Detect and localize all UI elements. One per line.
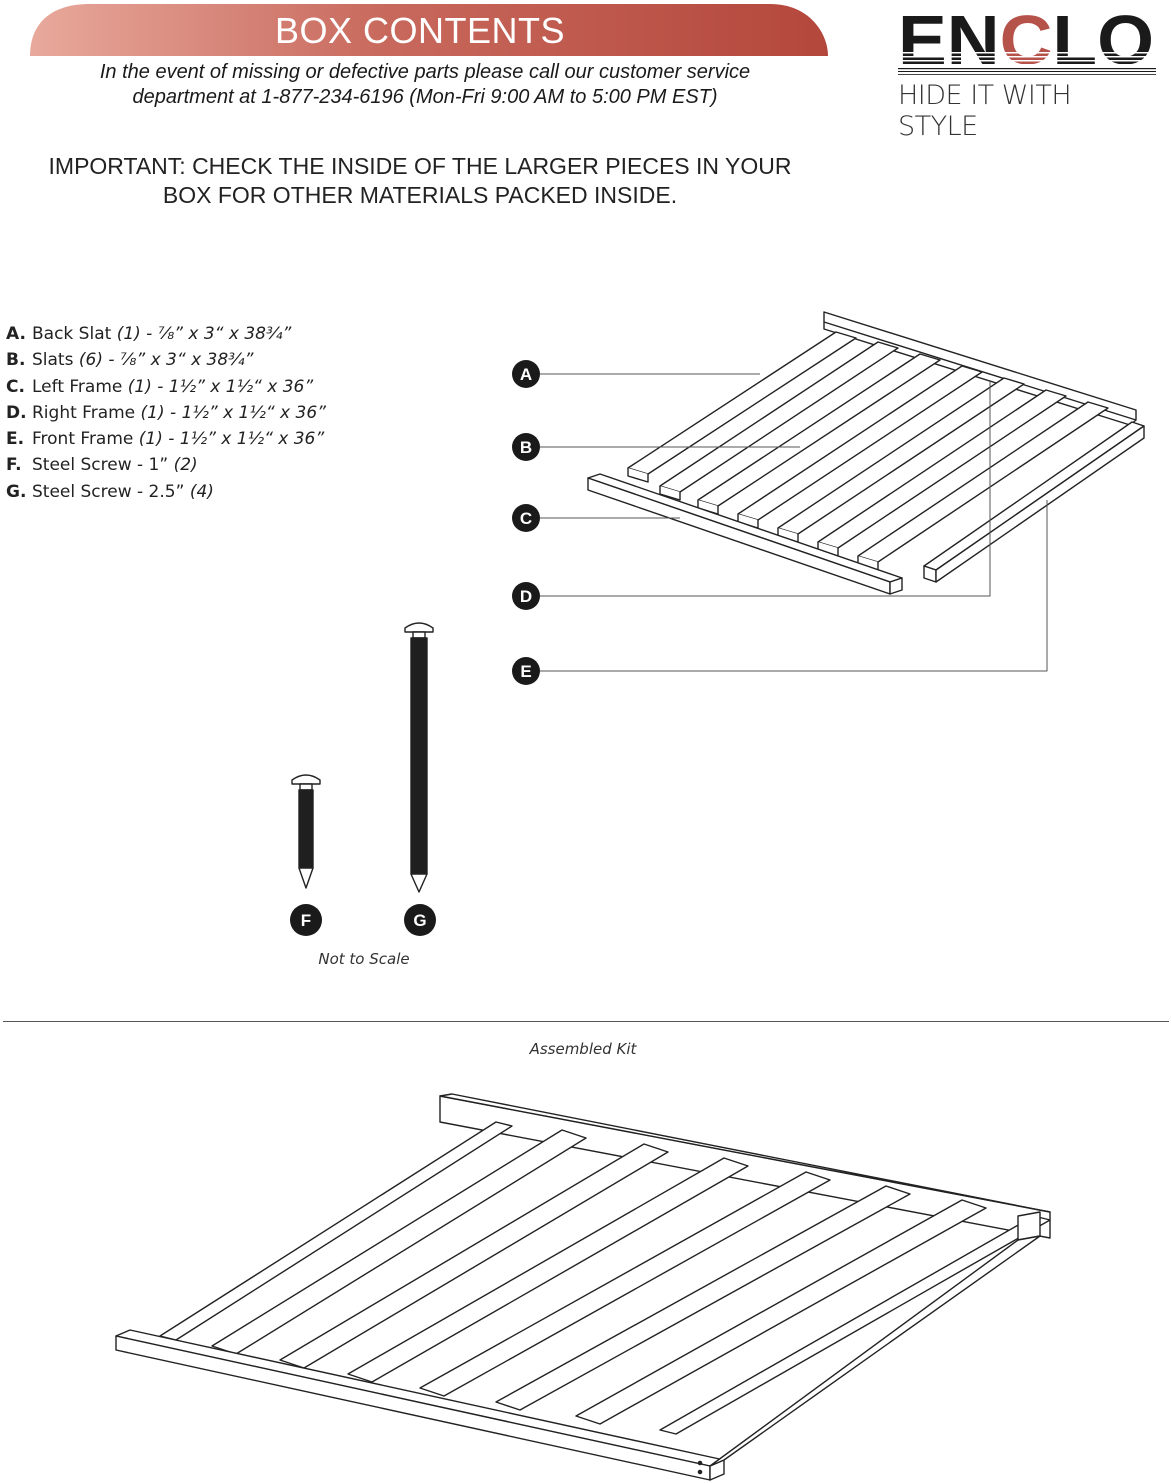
svg-text:B: B: [519, 438, 533, 457]
part-name: Back Slat: [32, 324, 112, 344]
part-letter: G.: [6, 481, 27, 502]
section-divider: [3, 1021, 1169, 1022]
part-spec: (1) - 1½” x 1½“ x 36”: [127, 376, 314, 397]
assembled-kit-caption: Assembled Kit: [529, 1040, 637, 1058]
part-spec: (1) - 1½” x 1½“ x 36”: [138, 429, 325, 450]
brand-tagline: HIDE IT WITH STYLE: [898, 80, 1072, 142]
service-note-line: In the event of missing or defective parts please call our customer service: [99, 61, 751, 83]
svg-text:C: C: [519, 509, 533, 528]
part-letter: C.: [6, 376, 25, 397]
part-name: Slats: [32, 350, 74, 371]
part-name: Right Frame: [32, 402, 136, 423]
long-screw-drawing: [405, 623, 433, 892]
svg-text:G: G: [413, 911, 427, 930]
callout-b: [512, 433, 540, 461]
svg-text:D: D: [519, 587, 533, 606]
part-spec: (4): [189, 481, 214, 502]
page-title: BOX CONTENTS: [274, 10, 566, 51]
svg-text:A: A: [519, 365, 533, 384]
part-spec: (1) - 1½” x 1½“ x 36”: [140, 402, 326, 423]
callout-e: [512, 657, 540, 685]
service-note-line: department at 1-877-234-6196 (Mon-Fri 9:00 AM to 5:00 PM EST): [132, 86, 718, 108]
callout-c: [512, 504, 540, 532]
part-spec: (6) - ⅞” x 3“ x 38¾”: [78, 350, 254, 371]
important-line: BOX FOR OTHER MATERIALS PACKED INSIDE.: [162, 182, 678, 208]
callout-d: [512, 582, 540, 610]
part-spec: (2): [173, 455, 198, 476]
not-to-scale-note: Not to Scale: [318, 950, 410, 968]
part-name: Steel Screw - 1”: [32, 455, 169, 476]
part-name: Left Frame: [32, 376, 123, 397]
logo-wordmark: ENCLO: [898, 8, 1152, 78]
part-spec: (1) - ⅞” x 3“ x 38¾”: [116, 324, 292, 344]
important-line: IMPORTANT: CHECK THE INSIDE OF THE LARGER PIECES IN YOUR: [48, 153, 792, 179]
part-letter: B.: [6, 350, 26, 371]
part-name: Steel Screw - 2.5”: [32, 481, 185, 502]
part-name: Front Frame: [32, 429, 134, 450]
slats-part: [628, 332, 1108, 570]
callout-g: [404, 904, 436, 936]
assembled-kit-drawing: [116, 1094, 1050, 1480]
callout-f: [290, 904, 322, 936]
callout-a: [512, 360, 540, 388]
short-screw-drawing: [292, 775, 320, 888]
svg-text:E: E: [520, 662, 532, 681]
part-letter: D.: [6, 402, 27, 423]
part-letter: F.: [6, 455, 22, 476]
part-letter: E.: [6, 429, 25, 450]
svg-text:F: F: [300, 911, 312, 930]
part-letter: A.: [6, 324, 26, 344]
